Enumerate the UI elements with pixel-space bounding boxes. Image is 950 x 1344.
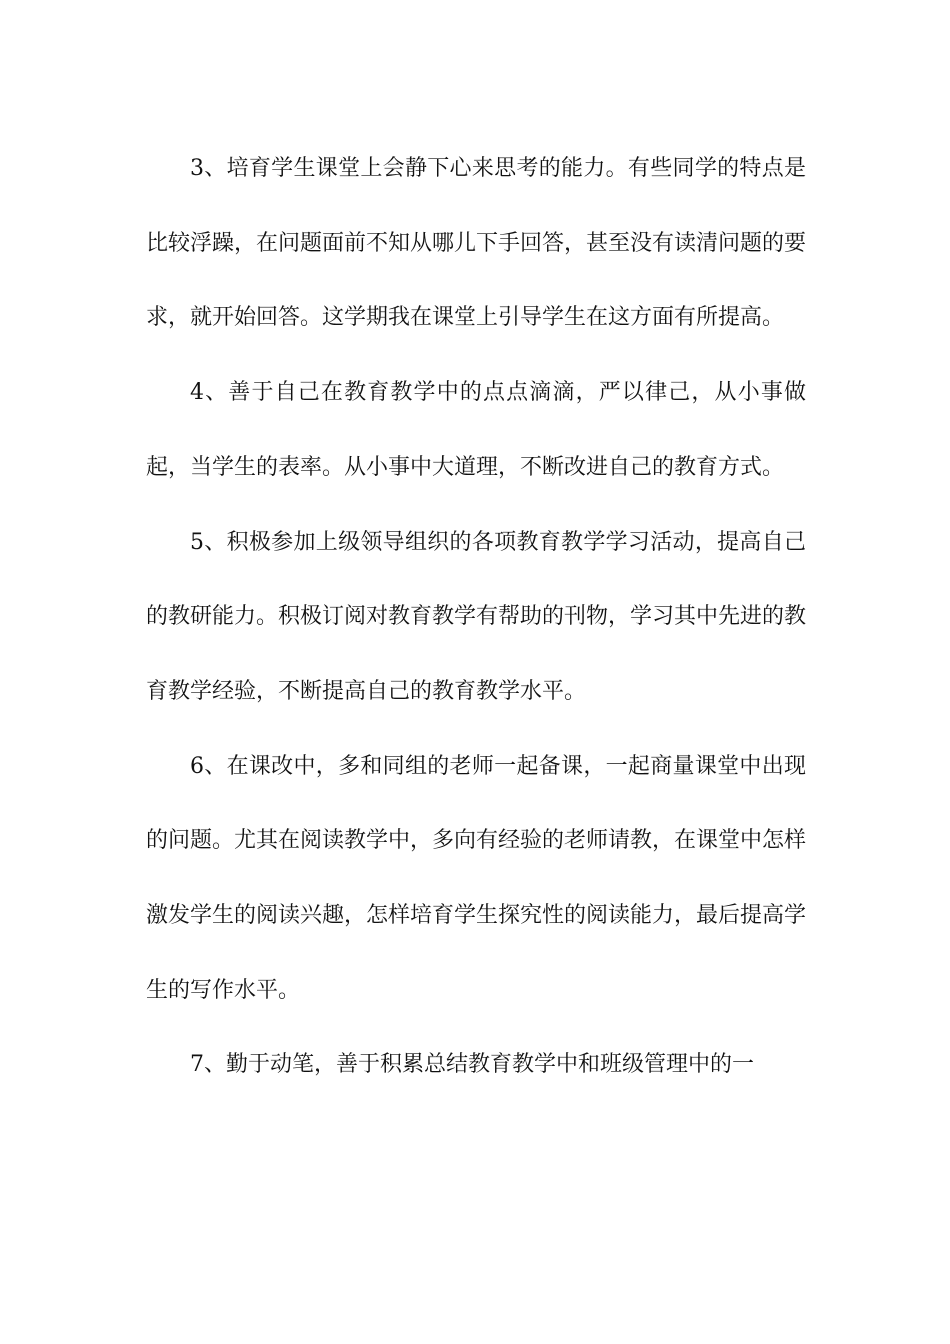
paragraph-6: 6、在课改中，多和同组的老师一起备课，一起商量课堂中出现的问题。尤其在阅读教学中，多向有经验的老师请教，在课堂中怎样激发学生的阅读兴趣，怎样培育学生探究性的阅读能力，最后提高学生的写作水平。 [146, 753, 807, 1003]
paragraph-3: 3、培育学生课堂上会静下心来思考的能力。有些同学的特点是比较浮躁，在问题面前不知从哪儿下手回答，甚至没有读清问题的要求，就开始回答。这学期我在课堂上引导学生在这方面有所提高。 [146, 156, 807, 331]
paragraph-7: 7、勤于动笔，善于积累总结教育教学中和班级管理中的一 [190, 1052, 754, 1078]
document-body [146, 132, 806, 1103]
paragraph-5: 5、积极参加上级领导组织的各项教育教学学习活动，提高自己的教研能力。积极订阅对教育教学有帮助的刊物，学习其中先进的教育教学经验，不断提高自己的教育教学水平。 [146, 529, 807, 704]
paragraph-4: 4、善于自己在教育教学中的点点滴滴，严以律己，从小事做起，当学生的表率。从小事中大道理，不断改进自己的教育方式。 [146, 380, 806, 480]
